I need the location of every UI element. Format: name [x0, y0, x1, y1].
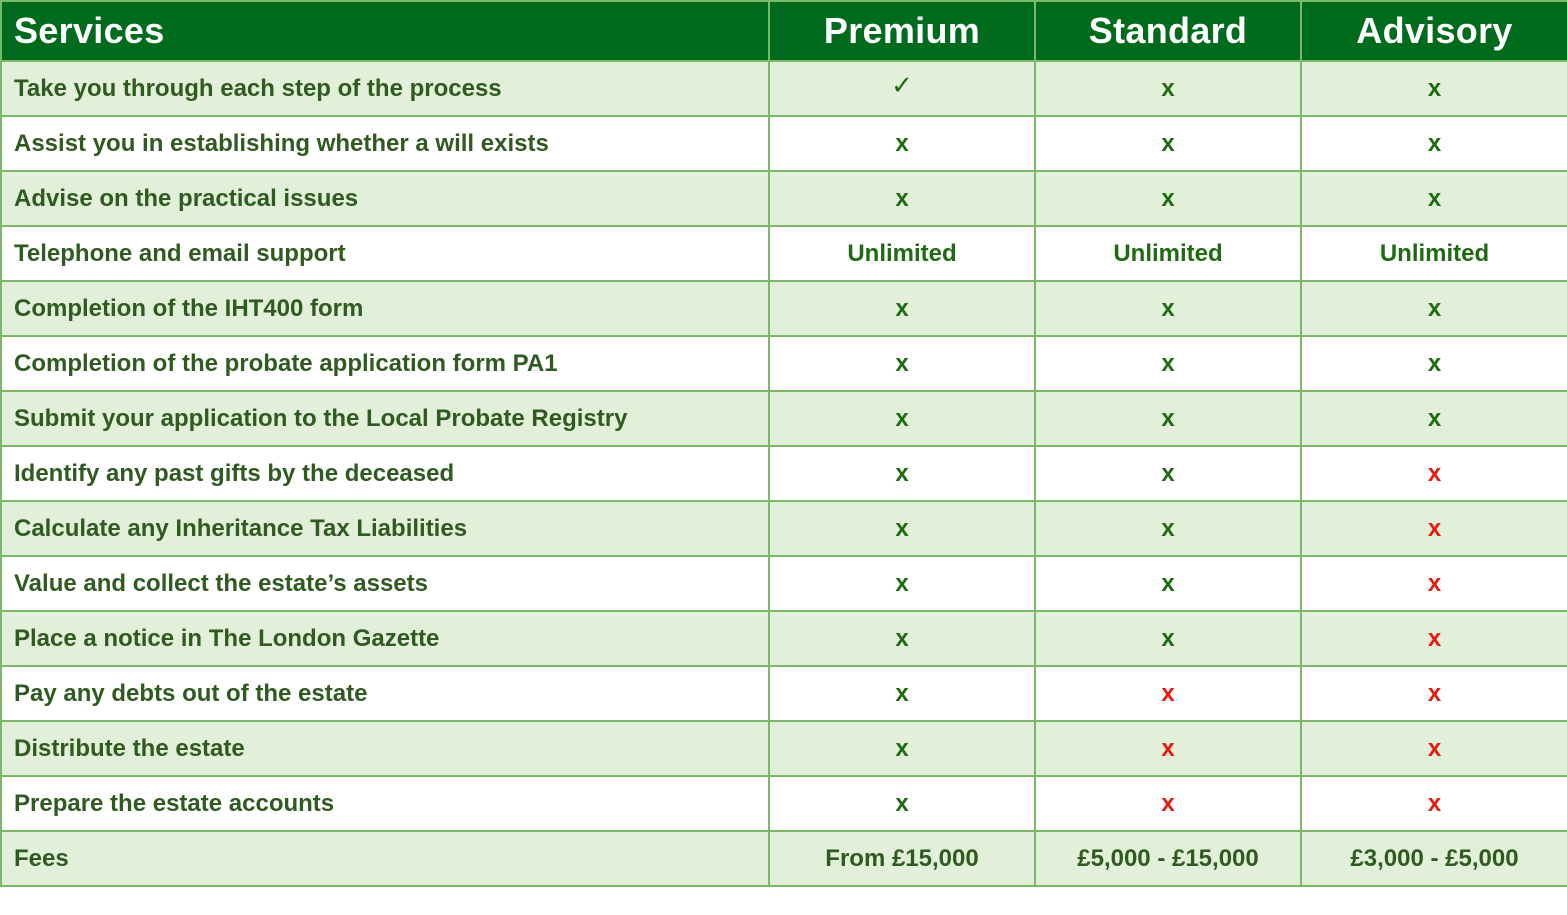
table-row [1, 226, 1567, 281]
table-row [1, 391, 1567, 446]
included-mark: x [1161, 74, 1175, 102]
cell-standard [1035, 171, 1301, 226]
service-label: Assist you in establishing whether a will exists [1, 116, 769, 171]
included-mark: x [895, 624, 909, 652]
table-row [1, 721, 1567, 776]
excluded-mark: x [1161, 789, 1175, 817]
included-mark: x [895, 514, 909, 542]
included-mark: x [895, 129, 909, 157]
cell-value: From £15,000 [825, 844, 979, 872]
excluded-mark: x [1427, 459, 1442, 487]
included-mark: x [1161, 514, 1175, 542]
cell-premium [769, 721, 1035, 776]
included-mark: x [1161, 184, 1175, 212]
cell-advisory [1301, 336, 1567, 391]
included-mark: x [1161, 459, 1175, 487]
table-row [1, 831, 1567, 886]
cell-value: £3,000 - £5,000 [1350, 844, 1519, 872]
included-mark: x [1427, 184, 1442, 212]
cell-advisory [1301, 171, 1567, 226]
included-mark: x [895, 404, 909, 432]
service-label: Identify any past gifts by the deceased [1, 446, 769, 501]
header-premium: Premium [769, 1, 1035, 61]
excluded-mark: x [1427, 569, 1442, 597]
cell-premium [769, 336, 1035, 391]
excluded-mark: x [1427, 679, 1442, 707]
table-row [1, 61, 1567, 116]
cell-standard [1035, 556, 1301, 611]
included-mark: x [895, 569, 909, 597]
service-label: Completion of the probate application form PA1 [1, 336, 769, 391]
cell-standard [1035, 831, 1301, 886]
cell-standard [1035, 116, 1301, 171]
table-row [1, 556, 1567, 611]
service-label: Submit your application to the Local Probate Registry [1, 391, 769, 446]
table-row [1, 611, 1567, 666]
cell-standard [1035, 226, 1301, 281]
service-label: Distribute the estate [1, 721, 769, 776]
service-label: Place a notice in The London Gazette [1, 611, 769, 666]
table-row [1, 336, 1567, 391]
included-mark: x [1161, 294, 1175, 322]
included-mark: x [895, 294, 909, 322]
table-row [1, 666, 1567, 721]
cell-advisory [1301, 721, 1567, 776]
included-mark: x [895, 349, 909, 377]
table-row [1, 501, 1567, 556]
included-mark: x [895, 459, 909, 487]
cell-standard [1035, 776, 1301, 831]
service-label: Fees [1, 831, 769, 886]
excluded-mark: x [1161, 734, 1175, 762]
table-row [1, 281, 1567, 336]
cell-premium [769, 116, 1035, 171]
cell-standard [1035, 721, 1301, 776]
cell-premium [769, 556, 1035, 611]
cell-value: Unlimited [1113, 239, 1223, 267]
table-row [1, 116, 1567, 171]
included-mark: x [1427, 129, 1442, 157]
cell-premium [769, 446, 1035, 501]
cell-premium [769, 226, 1035, 281]
cell-premium [769, 61, 1035, 116]
cell-advisory [1301, 61, 1567, 116]
service-label: Prepare the estate accounts [1, 776, 769, 831]
table-header [1, 1, 1567, 61]
cell-standard [1035, 611, 1301, 666]
cell-advisory [1301, 446, 1567, 501]
cell-standard [1035, 61, 1301, 116]
table-row [1, 171, 1567, 226]
included-mark: x [1161, 569, 1175, 597]
included-mark: x [1161, 129, 1175, 157]
service-label: Take you through each step of the process [1, 61, 769, 116]
cell-advisory [1301, 501, 1567, 556]
cell-standard [1035, 446, 1301, 501]
service-label: Pay any debts out of the estate [1, 666, 769, 721]
included-mark: x [895, 789, 909, 817]
included-mark: x [895, 184, 909, 212]
cell-premium [769, 831, 1035, 886]
service-label: Calculate any Inheritance Tax Liabilities [1, 501, 769, 556]
included-mark: x [1427, 404, 1442, 432]
included-mark: x [1161, 624, 1175, 652]
cell-standard [1035, 501, 1301, 556]
cell-advisory [1301, 556, 1567, 611]
cell-advisory [1301, 281, 1567, 336]
excluded-mark: x [1427, 789, 1442, 817]
cell-premium [769, 391, 1035, 446]
included-mark: x [1427, 349, 1442, 377]
included-mark: x [1161, 404, 1175, 432]
table-row [1, 446, 1567, 501]
cell-value: Unlimited [1379, 239, 1490, 267]
included-mark: x [895, 734, 909, 762]
excluded-mark: x [1161, 679, 1175, 707]
cell-advisory [1301, 391, 1567, 446]
service-label: Advise on the practical issues [1, 171, 769, 226]
cell-advisory [1301, 831, 1567, 886]
included-mark: x [1427, 74, 1442, 102]
header-standard: Standard [1035, 1, 1301, 61]
check-icon: ✓ [891, 70, 913, 101]
cell-premium [769, 611, 1035, 666]
cell-premium [769, 171, 1035, 226]
service-label: Value and collect the estate’s assets [1, 556, 769, 611]
cell-standard [1035, 281, 1301, 336]
cell-premium [769, 666, 1035, 721]
table-body [1, 61, 1567, 886]
cell-standard [1035, 336, 1301, 391]
included-mark: x [1427, 294, 1442, 322]
header-advisory: Advisory [1301, 1, 1567, 61]
header-services: Services [1, 1, 769, 61]
cell-value: Unlimited [847, 239, 957, 267]
excluded-mark: x [1427, 624, 1442, 652]
header-row [1, 1, 1567, 61]
cell-standard [1035, 391, 1301, 446]
excluded-mark: x [1427, 734, 1442, 762]
cell-advisory [1301, 776, 1567, 831]
cell-advisory [1301, 226, 1567, 281]
cell-premium [769, 776, 1035, 831]
service-label: Telephone and email support [1, 226, 769, 281]
cell-premium [769, 501, 1035, 556]
included-mark: x [895, 679, 909, 707]
excluded-mark: x [1427, 514, 1442, 542]
table-row [1, 776, 1567, 831]
cell-advisory [1301, 611, 1567, 666]
cell-standard [1035, 666, 1301, 721]
service-label: Completion of the IHT400 form [1, 281, 769, 336]
cell-premium [769, 281, 1035, 336]
cell-advisory [1301, 116, 1567, 171]
cell-value: £5,000 - £15,000 [1077, 844, 1259, 872]
included-mark: x [1161, 349, 1175, 377]
cell-advisory [1301, 666, 1567, 721]
